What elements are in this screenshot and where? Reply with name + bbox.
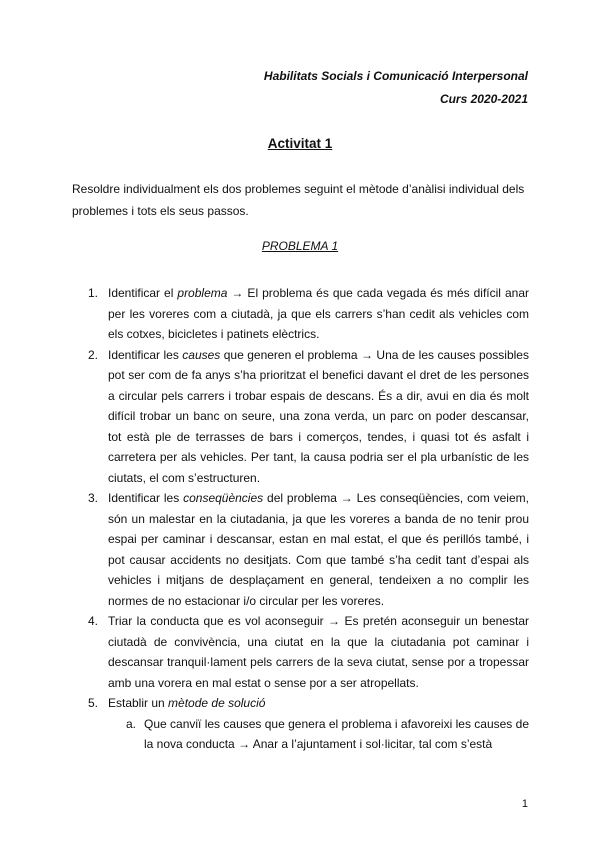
- list-item-number: 2.: [88, 347, 99, 362]
- activity-title: Activitat 1: [267, 136, 333, 151]
- list-item: 4. Triar la conducta que es vol aconseguir → Es pretén aconseguir un benestar ciutadà de convivència, una ciutat en la que la ciutadania pot caminar i descansar tranquil·lament pels carrers de la seva ciutat, sense por a tropessar amb una vorera en mal estat o sense por a ser atropellats.: [108, 611, 529, 693]
- sub-list-item-letter: a.: [126, 716, 137, 731]
- page-number: 1: [521, 798, 528, 810]
- list-item: 1. Identificar el problema → El problema és que cada vegada és més difícil anar per les voreres com a ciutadà, ja que els carrers s’han cedit als vehicles com els cotxes, bicicletes i patinets elèctrics.: [108, 283, 529, 345]
- list-item: 5. Establir un mètode de solució: [108, 693, 529, 714]
- problem-title: PROBLEMA 1: [261, 239, 339, 253]
- course-title: Habilitats Socials i Comunicació Interpersonal: [263, 69, 528, 83]
- intro-paragraph: Resoldre individualment els dos problemes seguint el mètode d’anàlisi individual dels problemes i tots els seus passos.: [72, 182, 525, 218]
- list-item-number: 3.: [88, 491, 99, 505]
- course-year: Curs 2020-2021: [439, 92, 528, 106]
- sub-list-item: a. Que canviï les causes que genera el problema i afavoreixi les causes de la nova conducta → Anar a l’ajuntament i sol·licitar, tal com s’està: [144, 714, 529, 755]
- list-item-number: 5.: [88, 696, 99, 710]
- numbered-list: [0, 283, 600, 755]
- list-item-number: 4.: [88, 614, 99, 628]
- list-item: 2. Identificar les causes que generen el problema → Una de les causes possibles pot ser com de fa anys s’ha prioritzat el benefici davant el dret de les persones a circular pels carrers i trobar espais de descans. És a dir, avui en dia és molt difícil trobar un banc on seure, una zona verda, un parc on poder descansar, tot està ple de terrasses de bars i comerços, tendes, i quasi tot és asfalt i carretera per als vehicles. Per tant, la causa podria ser el pla urbanístic de les ciutats, el com s’estructuren.: [108, 345, 529, 489]
- list-item-number: 1.: [88, 286, 99, 300]
- list-item: 3. Identificar les conseqüències del problema → Les conseqüències, com veiem, són un malestar en la ciutadania, ja que les voreres a banda de no tenir prou espai per caminar i descansar, estan en mal estat, el que és perillós també, i pot causar accidents no desitjats. Com que també s’ha cedit tant d’espai als vehicles i mitjans de desplaçament en general, tendeixen a no complir les normes de no estacionar i/o circular per les voreres.: [108, 488, 529, 611]
